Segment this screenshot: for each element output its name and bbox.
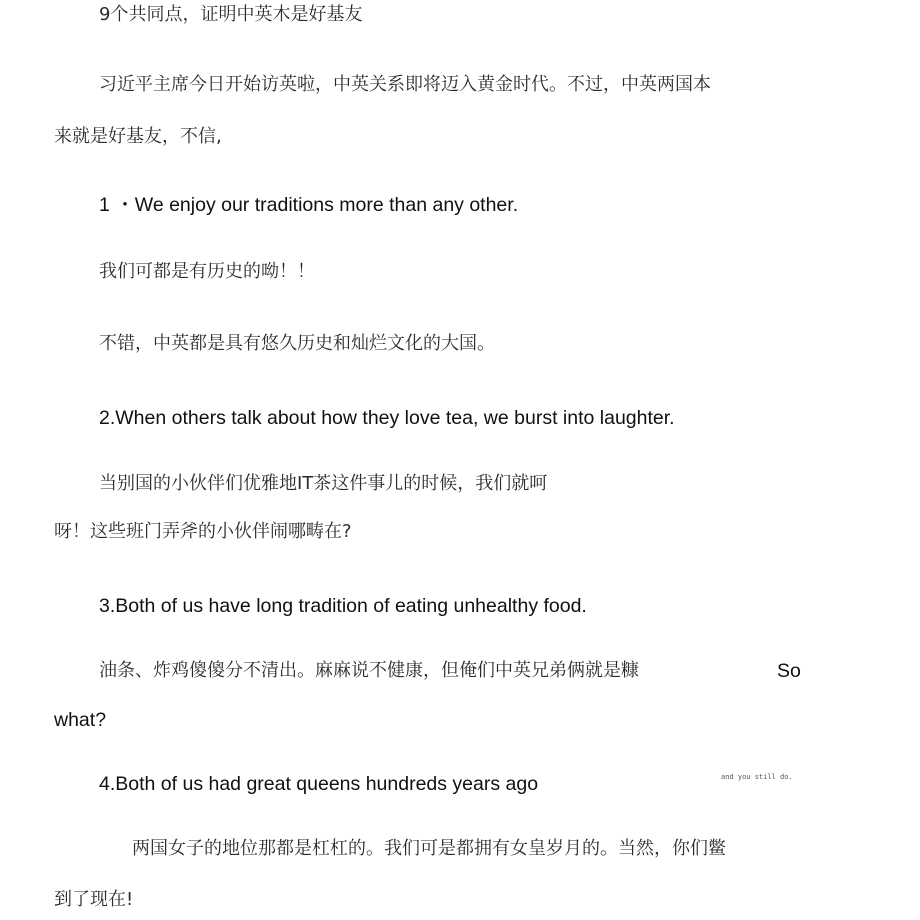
point-1-heading: 1 ・We enjoy our traditions more than any other.	[99, 194, 519, 216]
point-2-text-1: 当别国的小伙伴们优雅地IT茶这件事儿的时候，我们就呵	[99, 473, 548, 494]
point-1-text-1: 我们可都是有历史的呦！！	[99, 261, 315, 282]
point-1-text-2: 不错，中英都是具有悠久历史和灿烂文化的大国。	[99, 333, 495, 354]
point-3-heading: 3.Both of us have long tradition of eating unhealthy food.	[99, 595, 587, 617]
intro-line-2: 来就是好基友，不信,	[54, 126, 222, 147]
point-2-heading: 2.When others talk about how they love tea, we burst into laughter.	[99, 407, 675, 429]
point-4-text-1: 两国女子的地位那都是杠杠的。我们可是都拥有女皇岁月的。当然，你们鳖	[132, 838, 726, 859]
intro-line-1: 习近平主席今日开始访英啦，中英关系即将迈入黄金时代。不过，中英两国本	[99, 74, 711, 95]
document-title: 9个共同点，证明中英木是好基友	[99, 4, 363, 25]
point-4-note: and you still do.	[721, 773, 793, 781]
point-4-text-2: 到了现在!	[54, 889, 134, 910]
point-3-text-2: what?	[54, 709, 107, 731]
point-3-text-1: 油条、炸鸡傻傻分不清出。麻麻说不健康，但俺们中英兄弟俩就是糠	[99, 660, 639, 681]
point-3-text-1-right: So	[777, 660, 801, 682]
point-4-heading: 4.Both of us had great queens hundreds years ago	[99, 773, 539, 795]
point-2-text-2: 呀！这些班门弄斧的小伙伴闹哪畴在?	[54, 521, 352, 542]
